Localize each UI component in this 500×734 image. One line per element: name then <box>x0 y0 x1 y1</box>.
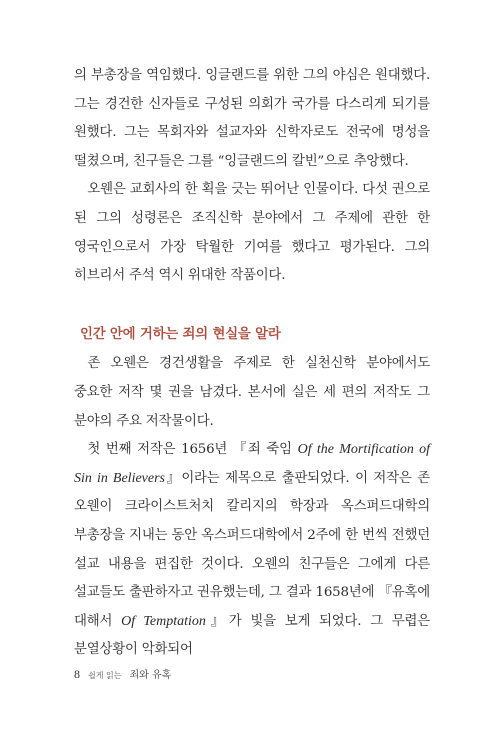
body-text <box>74 62 430 665</box>
paragraph-3: 존 오웬은 경건생활을 주제로 한 실천신학 분야에서도 중요한 저작 몇 권을 남겼다. 본서에 실은 세 편의 저작도 그 분야의 주요 저작물이다. <box>74 356 430 429</box>
series-label: 쉽게 읽는 <box>88 671 122 680</box>
page-footer <box>74 666 171 682</box>
paragraph-4 <box>74 436 430 665</box>
section-heading: 인간 안에 거하는 죄의 현실을 알라 <box>80 326 281 342</box>
english-title-mortification: Of the Mortification of Sin in Believers <box>74 442 430 486</box>
paragraph-2: 오웬은 교회사의 한 획을 긋는 뛰어난 인물이다. 다섯 권으로 된 그의 성령론은 조직신학 분야에서 그 주제에 관한 한 영국인으로서 가장 탁월한 기여를 했다고 평가된다. 그의 히브리서 주석 역시 위대한 작품이다. <box>74 182 430 284</box>
paragraph-4-part-c: 』가 빛을 보게 되었다. 그 무렵은 분열상황이 악화되어 <box>74 613 431 658</box>
english-title-temptation: Of Temptation <box>121 613 206 629</box>
paragraph-4-part-a: 첫 번째 저작은 1656년 『죄 죽임 <box>87 442 298 458</box>
paragraph-4-part-b: 』이라는 제목으로 출판되었다. 이 저작은 존 오웬이 크라이스트처치 칼리지의 학장과 옥스퍼드대학의 부총장을 지내는 동안 옥스퍼드대학에서 2주에 한 번씩 전했던 설교 내용을 편집한 것이다. 오웬의 친구들은 그에게 다른 설교들도 출판하자고 권유했는데, 그 결과 1658년에 『유혹에 대해서 <box>74 470 430 629</box>
page-number: 8 <box>74 667 80 681</box>
section-gap <box>74 291 430 321</box>
paragraph-1: 의 부총장을 역임했다. 잉글랜드를 위한 그의 야심은 원대했다. 그는 경건한 신자들로 구성된 의회가 국가를 다스리게 되기를 원했다. 그는 목회자와 설교자와 신학자로도 전국에 명성을 떨쳤으며, 친구들은 그를 “잉글랜드의 칼빈”으로 추앙했다. <box>74 68 430 169</box>
book-title: 죄와 유혹 <box>129 670 172 681</box>
